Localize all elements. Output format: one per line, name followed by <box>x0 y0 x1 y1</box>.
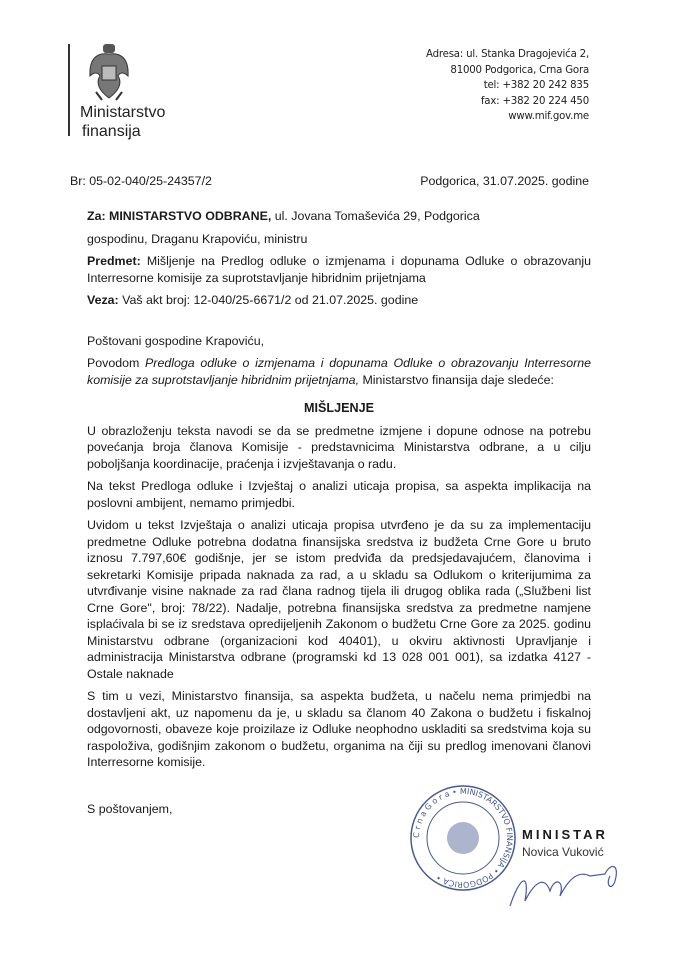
recipient-org: MINISTARSTVO ODBRANE, <box>109 209 272 223</box>
paragraph-4: S tim u vezi, Ministarstvo finansija, sa aspekta budžeta, u načelu nema primjedbi na dostavljeni akt, uz napomenu da je, u skladu sa članom 40 Zakona o budžetu i fiskalnoj odgovornosti, obaveze koje proizilaze iz Odluke neophodno uskladiti sa sredstvima koja su raspoloživa, godišnjim zakonom o budžetu, organima na čiji su predlog imenovani članovi Interresorne komisije. <box>87 689 591 769</box>
letter-body <box>87 208 608 949</box>
paragraph-2: Na tekst Predloga odluke i Izvještaj o analizi uticaja propisa, sa aspekta implikacija na poslovni ambijent, nemamo primjedbi. <box>87 479 591 510</box>
subject <box>87 253 591 286</box>
closing: S poštovanjem, <box>87 801 173 816</box>
opinion-heading: MIŠLJENJE <box>304 401 374 415</box>
handwritten-signature-icon <box>500 861 630 911</box>
ministry-name <box>80 103 165 141</box>
reference-number: Br: 05-02-040/25-24357/2 <box>70 174 212 188</box>
address-city: 81000 Podgorica, Crna Gora <box>450 64 589 76</box>
signatory-title: MINISTAR <box>522 827 608 842</box>
intro-pre: Povodom <box>87 356 146 370</box>
subject-label: Predmet: <box>87 254 141 268</box>
paragraph-3: Uvidom u tekst Izvještaja o analizi uticaja propisa utvrđeno je da su za implementaciju predmetne Odluke potrebna dodatna finansijska sredstva iz budžeta Crne Gore u bruto iznosu 7.797,60€ godišnje, jer se istom predviđa da predsjedavajućem, članovima i sekretarki Komisije pripada naknada za rad, a u skladu sa Odlukom o kriterijumima za utvrđivanje visine naknade za rad člana radnog tijela ili drugog oblika rada („Službeni list Crne Gore", broj: 78/22). Nadalje, potrebna finansijska sredstva za predmetne namjene isplaćivala bi se iz sredstava opredijeljenih Zakonom o budžetu Crne Gore za 2025. godinu Ministarstvu odbrane (organizacioni kod 40401), u okviru aktivnosti Upravljanje i administracija Ministarstva odbrane (programski kd 13 028 001 001), sa izdatka 4127 - Ostale naknade <box>87 518 591 681</box>
intro-post: Ministarstvo finansija daje sledeće: <box>359 372 554 387</box>
recipient-line <box>87 208 591 225</box>
reference-text: Vaš akt broj: 12-040/25-6671/2 od 21.07.2025. godine <box>118 293 419 307</box>
signatory-name: Novica Vuković <box>522 845 604 859</box>
svg-text:C r n a G o r a • MINISTARST: C r n a G o r a • MINISTARSTVO FINANSIJA • PODGORICA • <box>411 786 515 890</box>
document-date: Podgorica, 31.07.2025. godine <box>420 174 589 188</box>
address-web: www.mif.gov.me <box>508 111 589 122</box>
recipient-label: Za: <box>87 209 106 223</box>
ministry-name-line1: Ministarstvo <box>80 104 166 121</box>
reference <box>87 292 591 309</box>
letterhead-rule <box>68 44 70 136</box>
address-fax: fax: +382 20 224 450 <box>480 95 589 107</box>
contact-address <box>426 47 589 125</box>
address-tel: tel: +382 20 242 835 <box>483 80 589 91</box>
paragraph-1: U obrazloženju teksta navodi se da se predmetne izmjene i dopune odnose na potrebu povećanja broja članova Komisije - predstavnicima Ministarstva odbrane, a u cilju poboljšanja koordinacije, praćenja i izvještavanja o radu. <box>87 423 591 471</box>
greeting: Poštovani gospodine Krapoviću, <box>87 333 265 348</box>
reference-label: Veza: <box>87 293 119 307</box>
subject-text: Mišljenje na Predlog odluke o izmjenama i dopunama Odluke o obrazovanju Interresorne komisije za suprotstavljanje hibridnim prijetnjama <box>87 254 591 285</box>
address-line: Adresa: ul. Stanka Dragojevića 2, <box>426 49 589 60</box>
intro-paragraph <box>87 355 591 388</box>
intro-italic: Predloga odluke o izmjenama i dopunama Odluke o obrazovanju Interresorne komisije za suprotstavljanje hibridnim prijetnjama, <box>87 356 591 387</box>
ministry-name-line2: finansija <box>82 123 141 140</box>
recipient-person: gospodinu, Draganu Krapoviću, ministru <box>87 231 308 246</box>
recipient-address: ul. Jovana Tomaševića 29, Podgorica <box>271 209 480 223</box>
coat-of-arms-icon <box>86 42 132 104</box>
